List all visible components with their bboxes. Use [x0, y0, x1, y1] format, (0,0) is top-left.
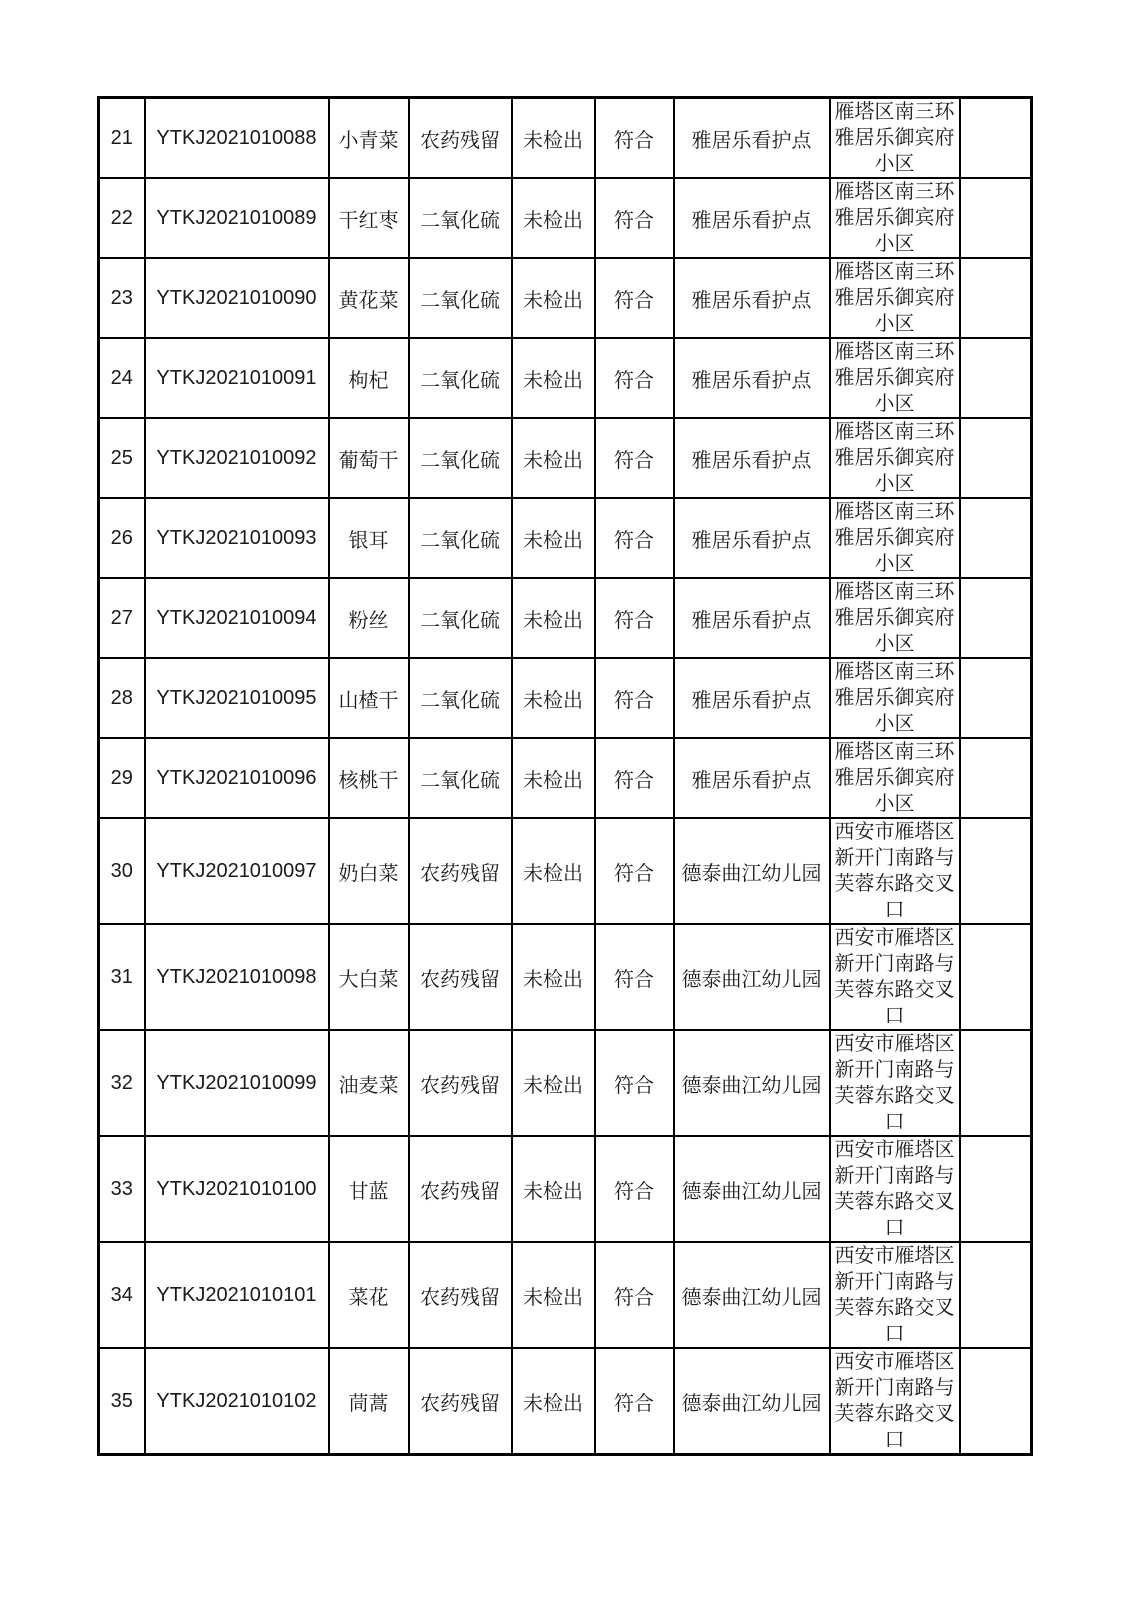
sampling-site-cell: 雅居乐看护点 — [674, 578, 830, 658]
table-row — [99, 1136, 1032, 1242]
table-row — [99, 498, 1032, 578]
sampling-site-cell: 雅居乐看护点 — [674, 98, 830, 179]
result-cell: 未检出 — [512, 498, 595, 578]
sampling-site-cell: 德泰曲江幼儿园 — [674, 924, 830, 1030]
conclusion-cell: 符合 — [595, 418, 674, 498]
remark-cell — [960, 498, 1032, 578]
table-row — [99, 658, 1032, 738]
address-cell: 雁塔区南三环雅居乐御宾府小区 — [830, 98, 960, 179]
remark-cell — [960, 924, 1032, 1030]
row-number-cell: 31 — [99, 924, 145, 1030]
table-row — [99, 258, 1032, 338]
table-row — [99, 338, 1032, 418]
result-cell: 未检出 — [512, 418, 595, 498]
sample-id-cell: YTKJ2021010090 — [145, 258, 329, 338]
sample-id-cell: YTKJ2021010101 — [145, 1242, 329, 1348]
result-cell: 未检出 — [512, 658, 595, 738]
test-item-cell: 二氧化硫 — [409, 178, 512, 258]
sample-id-cell: YTKJ2021010092 — [145, 418, 329, 498]
remark-cell — [960, 178, 1032, 258]
conclusion-cell: 符合 — [595, 98, 674, 179]
sample-name-cell: 油麦菜 — [329, 1030, 409, 1136]
address-cell: 雁塔区南三环雅居乐御宾府小区 — [830, 258, 960, 338]
sample-name-cell: 大白菜 — [329, 924, 409, 1030]
remark-cell — [960, 98, 1032, 179]
sampling-site-cell: 雅居乐看护点 — [674, 258, 830, 338]
sample-name-cell: 粉丝 — [329, 578, 409, 658]
result-cell: 未检出 — [512, 1136, 595, 1242]
conclusion-cell: 符合 — [595, 1348, 674, 1455]
remark-cell — [960, 1242, 1032, 1348]
row-number-cell: 24 — [99, 338, 145, 418]
address-cell: 雁塔区南三环雅居乐御宾府小区 — [830, 338, 960, 418]
remark-cell — [960, 578, 1032, 658]
test-item-cell: 二氧化硫 — [409, 498, 512, 578]
result-cell: 未检出 — [512, 258, 595, 338]
row-number-cell: 30 — [99, 818, 145, 924]
row-number-cell: 21 — [99, 98, 145, 179]
conclusion-cell: 符合 — [595, 338, 674, 418]
sample-name-cell: 干红枣 — [329, 178, 409, 258]
sample-name-cell: 山楂干 — [329, 658, 409, 738]
test-item-cell: 农药残留 — [409, 818, 512, 924]
address-cell: 雁塔区南三环雅居乐御宾府小区 — [830, 658, 960, 738]
result-cell: 未检出 — [512, 1030, 595, 1136]
address-cell: 雁塔区南三环雅居乐御宾府小区 — [830, 498, 960, 578]
sample-id-cell: YTKJ2021010089 — [145, 178, 329, 258]
result-cell: 未检出 — [512, 1242, 595, 1348]
conclusion-cell: 符合 — [595, 1242, 674, 1348]
test-item-cell: 农药残留 — [409, 1348, 512, 1455]
conclusion-cell: 符合 — [595, 498, 674, 578]
sample-id-cell: YTKJ2021010102 — [145, 1348, 329, 1455]
address-cell: 雁塔区南三环雅居乐御宾府小区 — [830, 578, 960, 658]
result-cell: 未检出 — [512, 338, 595, 418]
result-cell: 未检出 — [512, 98, 595, 179]
sampling-site-cell: 德泰曲江幼儿园 — [674, 1030, 830, 1136]
sample-id-cell: YTKJ2021010088 — [145, 98, 329, 179]
table-row — [99, 1348, 1032, 1455]
table-row — [99, 818, 1032, 924]
sample-id-cell: YTKJ2021010097 — [145, 818, 329, 924]
test-item-cell: 二氧化硫 — [409, 418, 512, 498]
sample-name-cell: 甘蓝 — [329, 1136, 409, 1242]
table-row — [99, 738, 1032, 818]
row-number-cell: 28 — [99, 658, 145, 738]
row-number-cell: 27 — [99, 578, 145, 658]
table-row — [99, 178, 1032, 258]
sample-id-cell: YTKJ2021010094 — [145, 578, 329, 658]
remark-cell — [960, 658, 1032, 738]
result-cell: 未检出 — [512, 924, 595, 1030]
conclusion-cell: 符合 — [595, 658, 674, 738]
sample-name-cell: 枸杞 — [329, 338, 409, 418]
test-item-cell: 二氧化硫 — [409, 658, 512, 738]
test-item-cell: 二氧化硫 — [409, 738, 512, 818]
sample-name-cell: 小青菜 — [329, 98, 409, 179]
inspection-results-table — [97, 96, 1033, 1456]
table-row — [99, 1242, 1032, 1348]
sample-name-cell: 茼蒿 — [329, 1348, 409, 1455]
remark-cell — [960, 738, 1032, 818]
row-number-cell: 32 — [99, 1030, 145, 1136]
conclusion-cell: 符合 — [595, 924, 674, 1030]
sampling-site-cell: 德泰曲江幼儿园 — [674, 1242, 830, 1348]
sample-name-cell: 菜花 — [329, 1242, 409, 1348]
sample-id-cell: YTKJ2021010099 — [145, 1030, 329, 1136]
sample-id-cell: YTKJ2021010096 — [145, 738, 329, 818]
conclusion-cell: 符合 — [595, 578, 674, 658]
table-row — [99, 98, 1032, 179]
conclusion-cell: 符合 — [595, 178, 674, 258]
sampling-site-cell: 德泰曲江幼儿园 — [674, 818, 830, 924]
remark-cell — [960, 1348, 1032, 1455]
row-number-cell: 35 — [99, 1348, 145, 1455]
address-cell: 雁塔区南三环雅居乐御宾府小区 — [830, 418, 960, 498]
sample-name-cell: 黄花菜 — [329, 258, 409, 338]
sampling-site-cell: 雅居乐看护点 — [674, 338, 830, 418]
address-cell: 西安市雁塔区新开门南路与芙蓉东路交叉口 — [830, 924, 960, 1030]
sample-name-cell: 银耳 — [329, 498, 409, 578]
result-cell: 未检出 — [512, 578, 595, 658]
address-cell: 西安市雁塔区新开门南路与芙蓉东路交叉口 — [830, 1348, 960, 1455]
test-item-cell: 二氧化硫 — [409, 258, 512, 338]
address-cell: 雁塔区南三环雅居乐御宾府小区 — [830, 178, 960, 258]
address-cell: 西安市雁塔区新开门南路与芙蓉东路交叉口 — [830, 1242, 960, 1348]
conclusion-cell: 符合 — [595, 258, 674, 338]
result-cell: 未检出 — [512, 818, 595, 924]
remark-cell — [960, 418, 1032, 498]
conclusion-cell: 符合 — [595, 1030, 674, 1136]
sample-id-cell: YTKJ2021010098 — [145, 924, 329, 1030]
remark-cell — [960, 818, 1032, 924]
remark-cell — [960, 258, 1032, 338]
test-item-cell: 农药残留 — [409, 98, 512, 179]
table-row — [99, 924, 1032, 1030]
sampling-site-cell: 德泰曲江幼儿园 — [674, 1136, 830, 1242]
sampling-site-cell: 雅居乐看护点 — [674, 738, 830, 818]
row-number-cell: 22 — [99, 178, 145, 258]
table-body — [99, 98, 1032, 1455]
address-cell: 西安市雁塔区新开门南路与芙蓉东路交叉口 — [830, 818, 960, 924]
sampling-site-cell: 雅居乐看护点 — [674, 498, 830, 578]
conclusion-cell: 符合 — [595, 1136, 674, 1242]
table-row — [99, 1030, 1032, 1136]
remark-cell — [960, 338, 1032, 418]
sample-id-cell: YTKJ2021010100 — [145, 1136, 329, 1242]
row-number-cell: 29 — [99, 738, 145, 818]
test-item-cell: 农药残留 — [409, 924, 512, 1030]
sampling-site-cell: 德泰曲江幼儿园 — [674, 1348, 830, 1455]
sample-name-cell: 葡萄干 — [329, 418, 409, 498]
test-item-cell: 二氧化硫 — [409, 338, 512, 418]
row-number-cell: 33 — [99, 1136, 145, 1242]
row-number-cell: 34 — [99, 1242, 145, 1348]
sampling-site-cell: 雅居乐看护点 — [674, 178, 830, 258]
row-number-cell: 26 — [99, 498, 145, 578]
test-item-cell: 农药残留 — [409, 1030, 512, 1136]
test-item-cell: 农药残留 — [409, 1242, 512, 1348]
conclusion-cell: 符合 — [595, 818, 674, 924]
address-cell: 西安市雁塔区新开门南路与芙蓉东路交叉口 — [830, 1030, 960, 1136]
sample-name-cell: 核桃干 — [329, 738, 409, 818]
result-cell: 未检出 — [512, 738, 595, 818]
sample-name-cell: 奶白菜 — [329, 818, 409, 924]
conclusion-cell: 符合 — [595, 738, 674, 818]
remark-cell — [960, 1030, 1032, 1136]
sample-id-cell: YTKJ2021010095 — [145, 658, 329, 738]
sampling-site-cell: 雅居乐看护点 — [674, 658, 830, 738]
test-item-cell: 二氧化硫 — [409, 578, 512, 658]
row-number-cell: 23 — [99, 258, 145, 338]
sampling-site-cell: 雅居乐看护点 — [674, 418, 830, 498]
address-cell: 西安市雁塔区新开门南路与芙蓉东路交叉口 — [830, 1136, 960, 1242]
address-cell: 雁塔区南三环雅居乐御宾府小区 — [830, 738, 960, 818]
table-row — [99, 578, 1032, 658]
result-cell: 未检出 — [512, 1348, 595, 1455]
row-number-cell: 25 — [99, 418, 145, 498]
sample-id-cell: YTKJ2021010091 — [145, 338, 329, 418]
table-row — [99, 418, 1032, 498]
remark-cell — [960, 1136, 1032, 1242]
result-cell: 未检出 — [512, 178, 595, 258]
sample-id-cell: YTKJ2021010093 — [145, 498, 329, 578]
test-item-cell: 农药残留 — [409, 1136, 512, 1242]
